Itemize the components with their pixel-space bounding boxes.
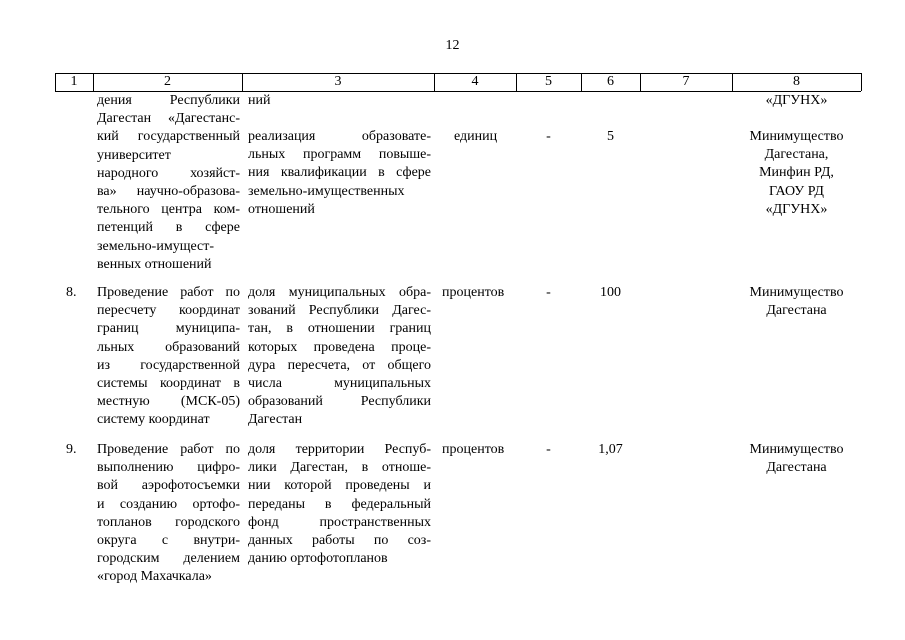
row-9-col6: 1,07 [598, 442, 623, 457]
continuation-col6: 5 [607, 129, 614, 144]
column-header-1: 1 [70, 74, 78, 89]
row-9-name-cell: Проведение работ по выполнению цифро- вой аэрофотосъемки и созданию ортофо- топланов городского округа с внутри- городским делением «город Махачкала» [97, 442, 240, 585]
continuation-name-cell: дения Республики Дагестан «Дагестанс- кий государственный университет народного хозяйст- ва» научно-образова- тельного центра ком- петенций в сфере земельно-имущест- венных отношений [97, 93, 240, 272]
column-header-4: 4 [471, 74, 479, 89]
row-8-col6: 100 [600, 285, 621, 300]
column-header-5: 5 [545, 74, 552, 89]
column-header-7: 7 [682, 74, 690, 89]
continuation-col5: - [546, 129, 551, 144]
continuation-executor-top: «ДГУНХ» [765, 93, 828, 108]
row-8-indicator-cell: доля муниципальных обра- зований Республики Дагес- тан, в отношении границ которых проведена проце- дура пересчета, от общего числа муниципальных образований Республики Дагестан [248, 285, 431, 428]
continuation-indicator-top: ний [248, 93, 271, 108]
row-9-unit: процентов [442, 442, 505, 457]
column-header-2: 2 [164, 74, 171, 89]
continuation-executor-cell: Минимущество Дагестана, Минфин РД, ГАОУ РД «ДГУНХ» [749, 129, 844, 217]
column-header-6: 6 [607, 74, 614, 89]
row-8-col5: - [546, 285, 551, 300]
page-number: 12 [445, 38, 460, 53]
row-9-number: 9. [66, 442, 77, 457]
row-8-name-cell: Проведение работ по пересчету координат границ муниципа- льных образований из государственной системы координат в местную (МСК-05) систему координат [97, 285, 240, 428]
column-header-8: 8 [793, 74, 800, 89]
row-8-unit: процентов [442, 285, 505, 300]
table-column-divider [861, 73, 862, 91]
continuation-indicator-cell: реализация образовате- льных программ повыше- ния квалификации в сфере земельно-имущественных отношений [248, 129, 431, 217]
continuation-unit: единиц [454, 129, 498, 144]
row-8-number: 8. [66, 285, 77, 300]
row-9-indicator-cell: доля территории Респуб- лики Дагестан, в отноше- нии которой проведены и переданы в федеральный фонд пространственных данных работы по соз- данию ортофотопланов [248, 442, 431, 567]
row-8-executor-cell: Минимущество Дагестана [749, 285, 844, 319]
row-9-col5: - [546, 442, 551, 457]
row-9-executor-cell: Минимущество Дагестана [749, 442, 844, 476]
column-header-3: 3 [334, 74, 342, 89]
